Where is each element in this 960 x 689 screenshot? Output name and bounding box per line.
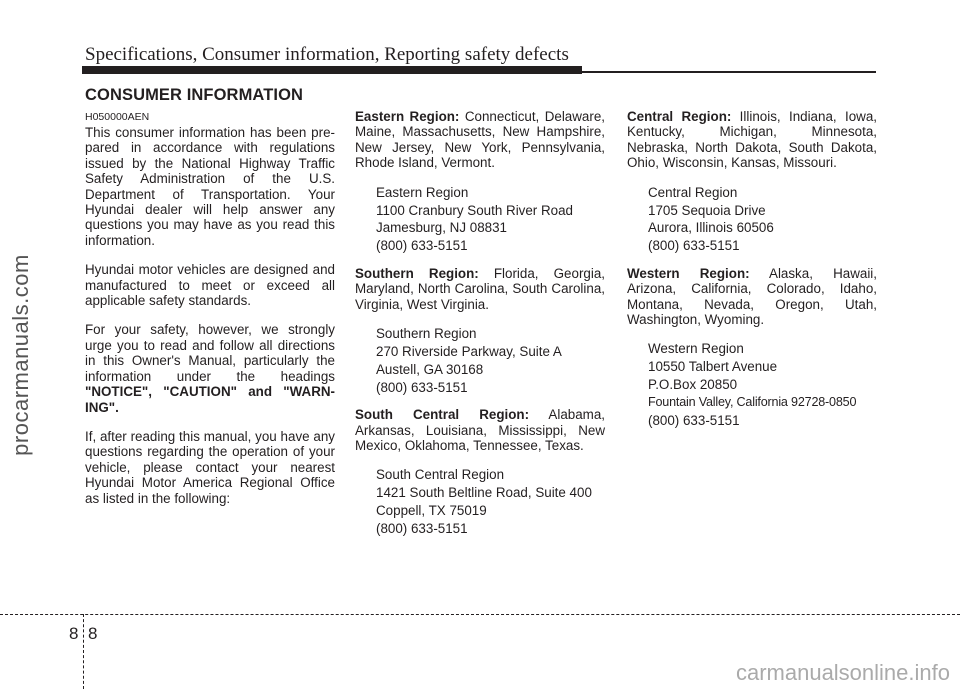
footer-divider (0, 614, 960, 615)
intro-paragraph-3-text: For your safety, however, we strongly urge you to read and follow all directions in this Owner's Manual, particularly the information under the headings (85, 322, 335, 384)
central-region-state-list: Illinois, Indiana, Iowa, Kentucky, Michigan, Minnesota, Nebraska, North Dakota, South Dakota, Ohio, Wisconsin, Kansas, Missouri. (627, 109, 877, 171)
bottom-watermark: carmanualsonline.info (735, 660, 950, 685)
central-region-states (627, 109, 877, 171)
header-rule-thin (580, 71, 876, 73)
central-region-label: Central Region: (627, 109, 732, 124)
address-office: South Central Region (376, 467, 505, 483)
address-office: Central Region (648, 184, 738, 200)
southern-region-address (376, 326, 605, 395)
address-street: 1100 Cranbury South River Road (376, 202, 574, 218)
eastern-region-states (355, 109, 605, 171)
eastern-region-state-list: Connecticut, Delaware, Maine, Massachusetts, New Hampshire, New Jersey, New York, Pennsylvania, Rhode Island, Vermont. (355, 109, 605, 171)
address-street: 10550 Talbert Avenue (648, 359, 778, 375)
western-region-address (648, 341, 877, 428)
southern-region-states (355, 266, 605, 312)
address-city: Aurora, Illinois 60506 (648, 220, 774, 236)
section-code: H050000AEN (85, 111, 150, 123)
address-office: Eastern Region (376, 184, 469, 200)
side-watermark: procarmanuals.com (8, 254, 33, 456)
intro-paragraph-4: If, after reading this manual, you have any questions regarding the operation of your vehicle, please contact your nearest Hyundai Motor America Regional Office as listed in the following: (85, 428, 335, 506)
south-central-region-label: South Central Region: (355, 407, 530, 423)
south-central-region-states (355, 407, 605, 453)
address-city: Jamesburg, NJ 08831 (376, 220, 508, 236)
intro-paragraph-3 (85, 322, 335, 414)
column-intro (85, 109, 335, 520)
running-header-title: Specifications, Consumer information, Reporting safety defects (85, 44, 569, 65)
address-office: Southern Region (376, 325, 477, 341)
intro-paragraph-2: Hyundai motor vehicles are designed and manufactured to meet or exceed all applicable safety standards. (85, 262, 335, 309)
address-phone: (800) 633-5151 (648, 238, 740, 254)
eastern-region-label: Eastern Region: (355, 109, 460, 124)
footer-page-divider (83, 614, 84, 689)
south-central-region-address (376, 467, 605, 536)
southern-region-label: Southern Region: (355, 265, 479, 281)
address-office: Western Region (648, 341, 744, 357)
western-region-states (627, 266, 877, 328)
section-title: CONSUMER INFORMATION (85, 86, 304, 104)
address-street: 1705 Sequoia Drive (648, 202, 766, 218)
address-phone: (800) 633-5151 (648, 413, 740, 428)
south-central-region-state-list: Alabama, Arkansas, Louisiana, Mississippi, New Mexico, Oklahoma, Tennessee, Texas. (355, 407, 605, 453)
address-street: 1421 South Beltline Road, Suite 400 (376, 485, 592, 501)
eastern-region-address (376, 185, 605, 254)
address-city: Austell, GA 30168 (376, 361, 484, 377)
intro-paragraph-3-headings: "NOTICE", "CAUTION" and "WARN-ING". (85, 384, 335, 415)
intro-paragraph-1: This consumer information has been pre-pared in accordance with regulations issued by the National Highway Traffic Safety Administration of the U.S. Department of Transportation. Your Hyundai dealer will help answer any questions you may have as you read this information. (85, 125, 335, 248)
address-phone: (800) 633-5151 (376, 521, 468, 537)
western-region-label: Western Region: (627, 265, 750, 281)
page-number: 8 (88, 624, 98, 643)
address-city: Fountain Valley, California 92728-0850 (648, 395, 857, 410)
central-region-address (648, 185, 877, 254)
header-rule-thick (82, 66, 582, 74)
southern-region-state-list: Florida, Georgia, Maryland, North Carolina, South Carolina, Virginia, West Virginia. (355, 265, 605, 312)
column-regions-central-west (627, 109, 877, 440)
address-phone: (800) 633-5151 (376, 379, 468, 395)
address-street: 270 Riverside Parkway, Suite A (376, 343, 562, 359)
column-regions-east-south (355, 109, 605, 548)
western-region-state-list: Alaska, Hawaii, Arizona, California, Colorado, Idaho, Montana, Nevada, Oregon, Utah, Washington, Wyoming. (627, 265, 877, 327)
address-phone: (800) 633-5151 (376, 238, 468, 254)
address-pobox: P.O.Box 20850 (648, 377, 738, 393)
page-number-chapter: 8 (69, 624, 79, 643)
address-city: Coppell, TX 75019 (376, 503, 487, 519)
